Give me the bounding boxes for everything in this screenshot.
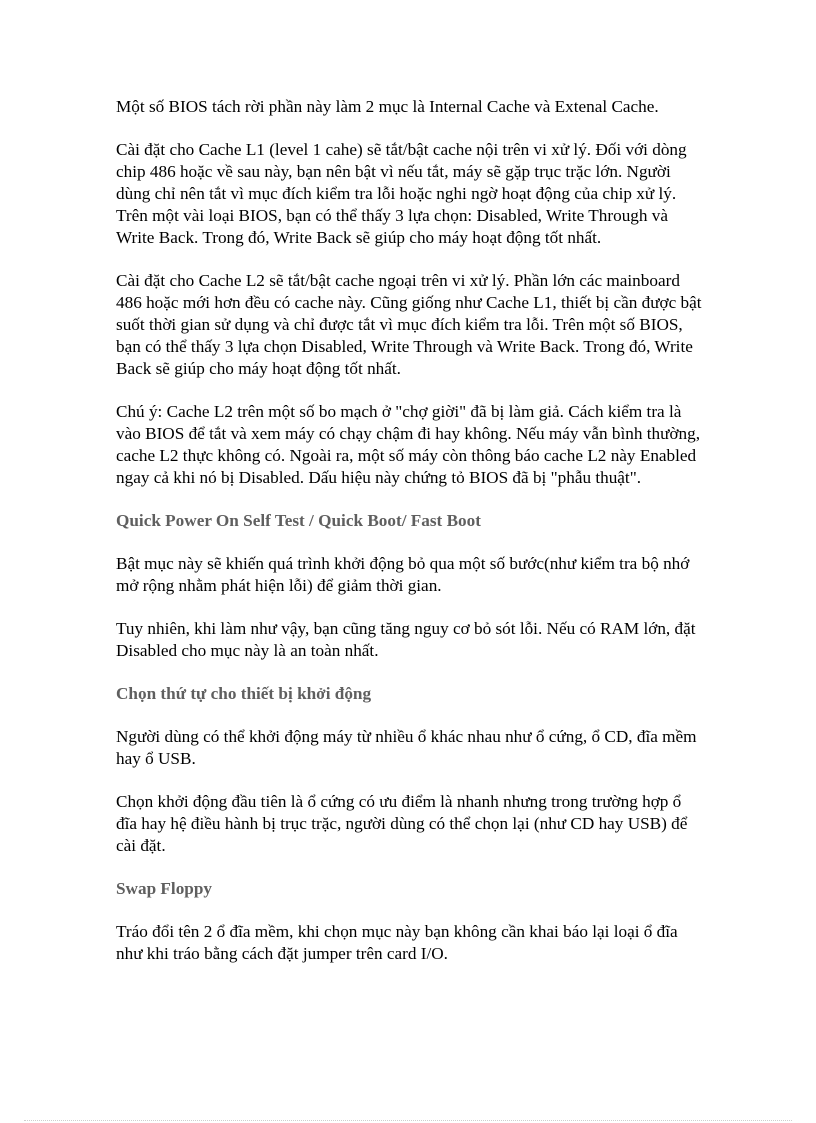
paragraph-boot-order-2: Chọn khởi động đầu tiên là ổ cứng có ưu điểm là nhanh nhưng trong trường hợp ổ đĩa hay hệ điều hành bị trục trặc, người dùng có thể chọn lại (như CD hay USB) để cài đặt. — [116, 792, 688, 855]
heading-boot-order: Chọn thứ tự cho thiết bị khởi động — [116, 684, 372, 703]
paragraph-cache-note: Chú ý: Cache L2 trên một số bo mạch ở "chợ giời" đã bị làm giả. Cách kiểm tra là vào BIOS để tắt và xem máy có chạy chậm đi hay không. Nếu máy vẫn bình thường, cache L2 thực không có. Ngoài ra, một số máy còn thông báo cache L2 này Enabled ngay cả khi nó bị Disabled. Dấu hiệu này chứng tỏ BIOS đã bị "phẫu thuật". — [116, 402, 701, 487]
paragraph-boot-order-1: Người dùng có thể khởi động máy từ nhiều ổ khác nhau như ổ cứng, ổ CD, đĩa mềm hay ổ USB. — [116, 727, 697, 768]
paragraph-quick-boot-2: Tuy nhiên, khi làm như vậy, bạn cũng tăng nguy cơ bỏ sót lỗi. Nếu có RAM lớn, đặt Disabled cho mục này là an toàn nhất. — [116, 619, 696, 660]
heading-quick-boot: Quick Power On Self Test / Quick Boot/ Fast Boot — [116, 511, 481, 530]
heading-swap-floppy: Swap Floppy — [116, 879, 212, 898]
document-body — [116, 96, 706, 986]
paragraph-quick-boot-1: Bật mục này sẽ khiến quá trình khởi động bỏ qua một số bước(như kiểm tra bộ nhớ mở rộng nhằm phát hiện lỗi) để giảm thời gian. — [116, 554, 690, 595]
paragraph-cache-l1: Cài đặt cho Cache L1 (level 1 cahe) sẽ tắt/bật cache nội trên vi xử lý. Đối với dòng chip 486 hoặc về sau này, bạn nên bật vì nếu tắt, máy sẽ gặp trục trặc lớn. Người dùng chỉ nên tắt vì mục đích kiểm tra lỗi hoặc nghi ngờ hoạt động của chip xử lý. Trên một vài loại BIOS, bạn có thể thấy 3 lựa chọn: Disabled, Write Through và Write Back. Trong đó, Write Back sẽ giúp cho máy hoạt động tốt nhất. — [116, 140, 687, 247]
paragraph-swap-floppy: Tráo đổi tên 2 ổ đĩa mềm, khi chọn mục này bạn không cần khai báo lại loại ổ đĩa như khi tráo bằng cách đặt jumper trên card I/O. — [116, 922, 678, 963]
paragraph-cache-intro: Một số BIOS tách rời phần này làm 2 mục là Internal Cache và Extenal Cache. — [116, 97, 659, 116]
paragraph-cache-l2: Cài đặt cho Cache L2 sẽ tắt/bật cache ngoại trên vi xử lý. Phần lớn các mainboard 486 hoặc mới hơn đều có cache này. Cũng giống như Cache L1, thiết bị cần được bật suốt thời gian sử dụng và chỉ được tắt vì mục đích kiểm tra lỗi. Trên một số BIOS, bạn có thể thấy 3 lựa chọn Disabled, Write Through và Write Back. Trong đó, Write Back sẽ giúp cho máy hoạt động tốt nhất. — [116, 271, 702, 378]
page-bottom-divider — [24, 1120, 792, 1121]
